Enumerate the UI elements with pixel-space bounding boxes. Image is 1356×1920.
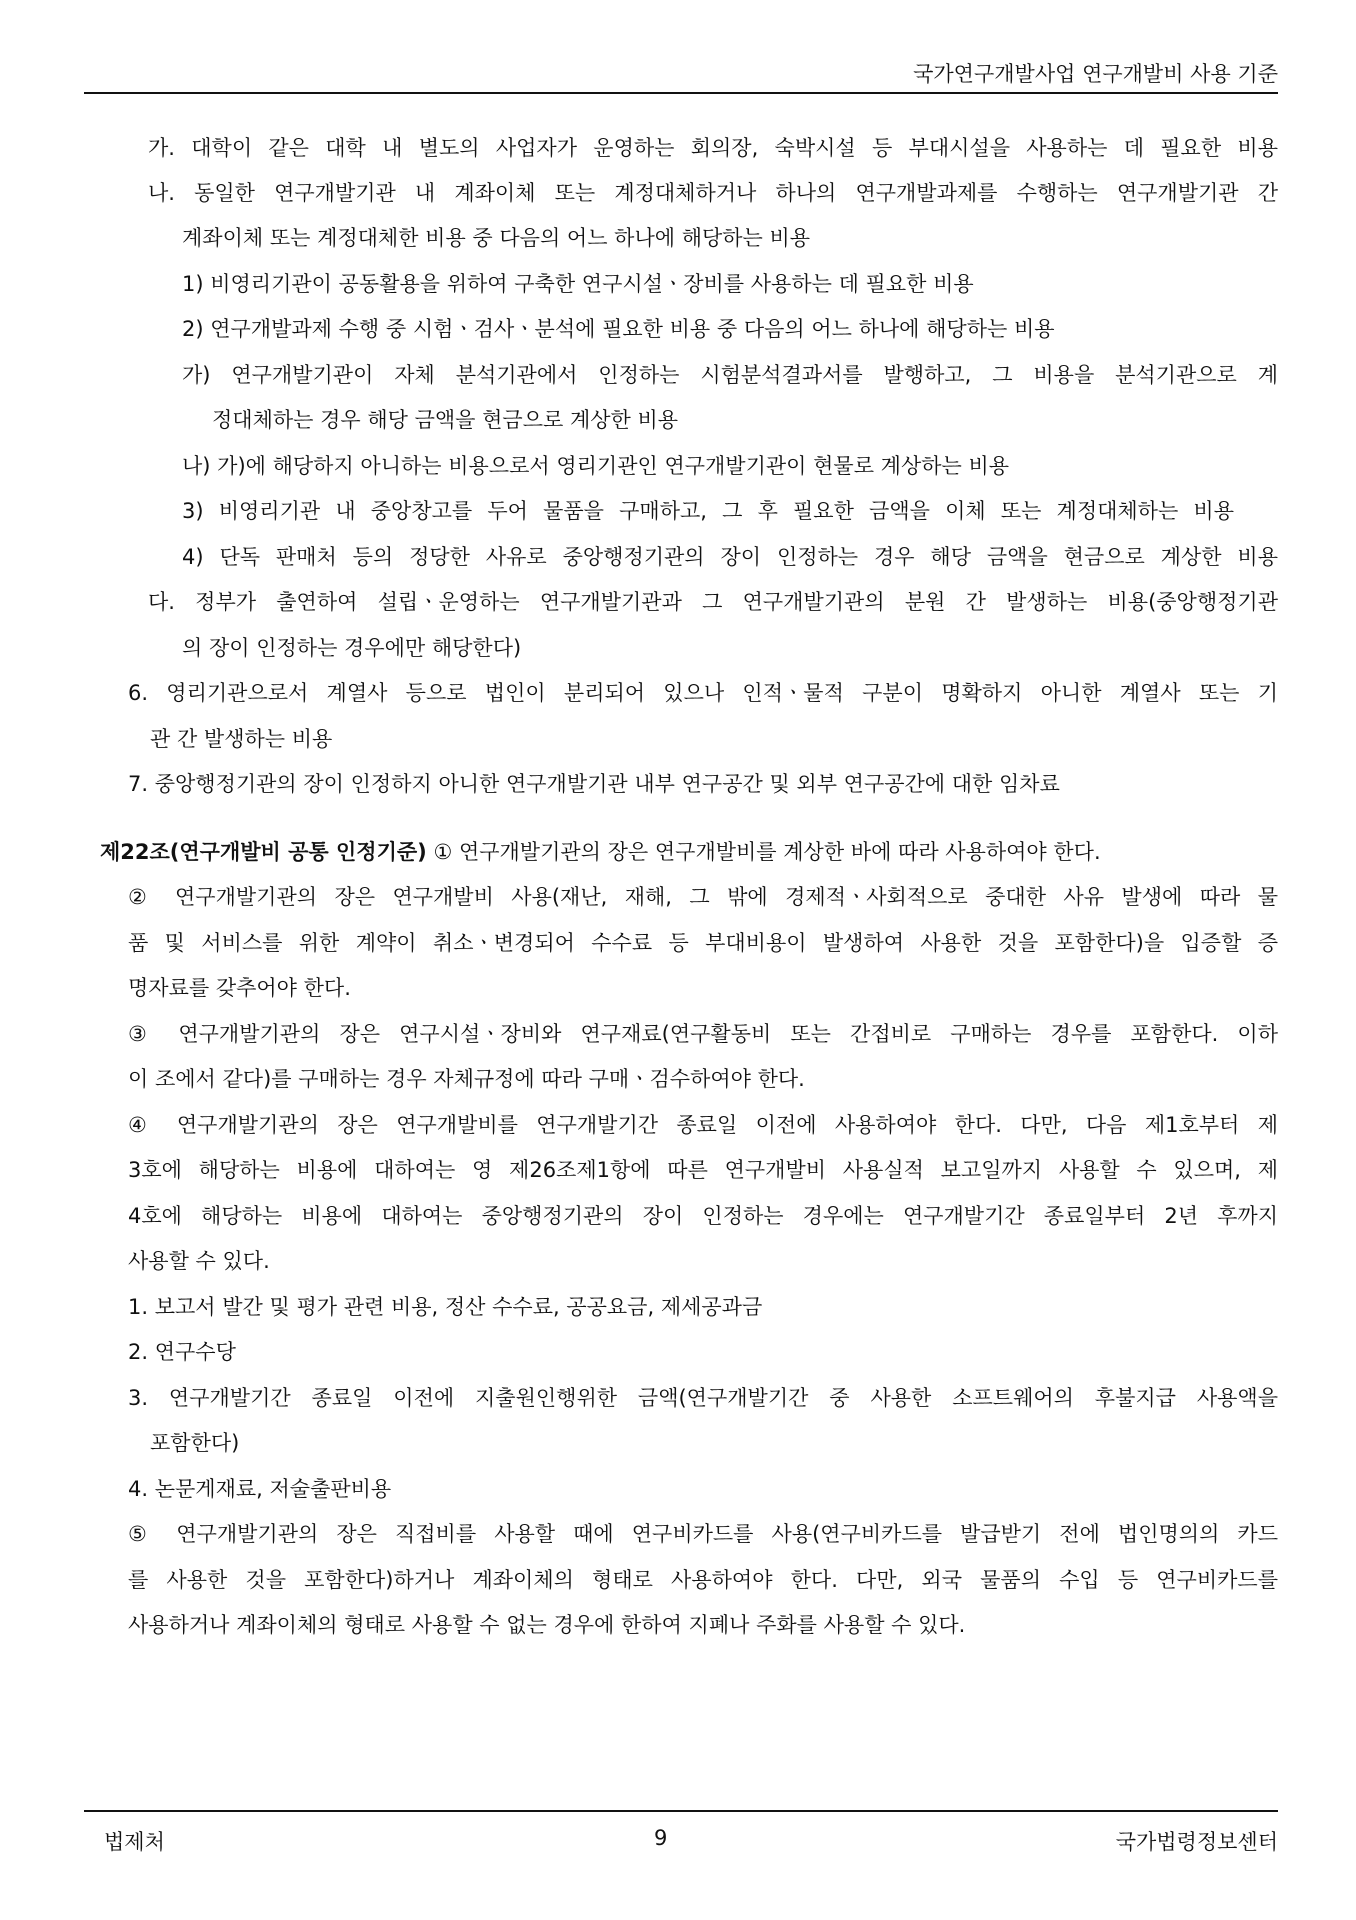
article-22-heading-line (100, 836, 1101, 868)
text-line: 4. 논문게재료, 저술출판비용 (128, 1477, 392, 1501)
text-line: 계좌이체 또는 계정대체한 비용 중 다음의 어느 하나에 해당하는 비용 (182, 226, 811, 250)
text-line: 포함한다) (150, 1431, 240, 1455)
text-line: 3) 비영리기관 내 중앙창고를 두어 물품을 구매하고, 그 후 필요한 금액을 이체 또는 계정대체하는 비용 (182, 499, 1234, 523)
text-line: ⑤ 연구개발기관의 장은 직접비를 사용할 때에 연구비카드를 사용(연구비카드를 발급받기 전에 법인명의의 카드 (128, 1522, 1278, 1546)
text-line: 명자료를 갖추어야 한다. (128, 976, 351, 1000)
text-line: 다. 정부가 출연하여 설립ㆍ운영하는 연구개발기관과 그 연구개발기관의 분원 간 발생하는 비용(중앙행정기관 (148, 590, 1278, 614)
text-line: 4호에 해당하는 비용에 대하여는 중앙행정기관의 장이 인정하는 경우에는 연구개발기간 종료일부터 2년 후까지 (128, 1204, 1278, 1228)
text-line: 나. 동일한 연구개발기관 내 계좌이체 또는 계정대체하거나 하나의 연구개발과제를 수행하는 연구개발기관 간 (148, 181, 1278, 205)
footer-right-label: 국가법령정보센터 (1115, 1830, 1278, 1854)
text-line: ② 연구개발기관의 장은 연구개발비 사용(재난, 재해, 그 밖에 경제적ㆍ사회적으로 중대한 사유 발생에 따라 물 (128, 885, 1278, 909)
article-paragraph-1: ① 연구개발기관의 장은 연구개발비를 계상한 바에 따라 사용하여야 한다. (426, 840, 1101, 864)
text-line: 가. 대학이 같은 대학 내 별도의 사업자가 운영하는 회의장, 숙박시설 등 부대시설을 사용하는 데 필요한 비용 (148, 136, 1278, 160)
article-title: 제22조(연구개발비 공통 인정기준) (100, 840, 427, 864)
text-line: 4) 단독 판매처 등의 정당한 사유로 중앙행정기관의 장이 인정하는 경우 해당 금액을 현금으로 계상한 비용 (182, 545, 1278, 569)
text-line: 나) 가)에 해당하지 아니하는 비용으로서 영리기관인 연구개발기관이 현물로 계상하는 비용 (182, 454, 1010, 478)
text-line: 2. 연구수당 (128, 1340, 236, 1364)
text-line: 관 간 발생하는 비용 (150, 727, 333, 751)
footer-rule (84, 1810, 1278, 1812)
document-header-title: 국가연구개발사업 연구개발비 사용 기준 (913, 62, 1278, 86)
text-line: 가) 연구개발기관이 자체 분석기관에서 인정하는 시험분석결과서를 발행하고, 그 비용을 분석기관으로 계 (182, 363, 1278, 387)
text-line: 품 및 서비스를 위한 계약이 취소ㆍ변경되어 수수료 등 부대비용이 발생하여 사용한 것을 포함한다)을 입증할 증 (128, 931, 1278, 955)
text-line: 7. 중앙행정기관의 장이 인정하지 아니한 연구개발기관 내부 연구공간 및 외부 연구공간에 대한 임차료 (128, 772, 1060, 796)
text-line: 6. 영리기관으로서 계열사 등으로 법인이 분리되어 있으나 인적ㆍ물적 구분이 명확하지 아니한 계열사 또는 기 (128, 681, 1278, 705)
text-line: ③ 연구개발기관의 장은 연구시설ㆍ장비와 연구재료(연구활동비 또는 간접비로 구매하는 경우를 포함한다. 이하 (128, 1022, 1278, 1046)
page-number: 9 (654, 1826, 668, 1850)
text-line: 1) 비영리기관이 공동활용을 위하여 구축한 연구시설ㆍ장비를 사용하는 데 필요한 비용 (182, 272, 974, 296)
text-line: 1. 보고서 발간 및 평가 관련 비용, 정산 수수료, 공공요금, 제세공과금 (128, 1295, 763, 1319)
text-line: 3호에 해당하는 비용에 대하여는 영 제26조제1항에 따른 연구개발비 사용실적 보고일까지 사용할 수 있으며, 제 (128, 1158, 1278, 1182)
text-line: 사용할 수 있다. (128, 1249, 270, 1273)
text-line: 를 사용한 것을 포함한다)하거나 계좌이체의 형태로 사용하여야 한다. 다만, 외국 물품의 수입 등 연구비카드를 (128, 1568, 1278, 1592)
text-line: 사용하거나 계좌이체의 형태로 사용할 수 없는 경우에 한하여 지폐나 주화를 사용할 수 있다. (128, 1613, 966, 1637)
text-line: 3. 연구개발기간 종료일 이전에 지출원인행위한 금액(연구개발기간 중 사용한 소프트웨어의 후불지급 사용액을 (128, 1386, 1278, 1410)
header-rule (84, 92, 1278, 94)
text-line: 이 조에서 같다)를 구매하는 경우 자체규정에 따라 구매ㆍ검수하여야 한다. (128, 1067, 805, 1091)
footer-left-label: 법제처 (104, 1830, 165, 1854)
text-line: 2) 연구개발과제 수행 중 시험ㆍ검사ㆍ분석에 필요한 비용 중 다음의 어느 하나에 해당하는 비용 (182, 317, 1055, 341)
text-line: 의 장이 인정하는 경우에만 해당한다) (182, 636, 522, 660)
text-line: 정대체하는 경우 해당 금액을 현금으로 계상한 비용 (212, 408, 679, 432)
text-line: ④ 연구개발기관의 장은 연구개발비를 연구개발기간 종료일 이전에 사용하여야 한다. 다만, 다음 제1호부터 제 (128, 1113, 1278, 1137)
